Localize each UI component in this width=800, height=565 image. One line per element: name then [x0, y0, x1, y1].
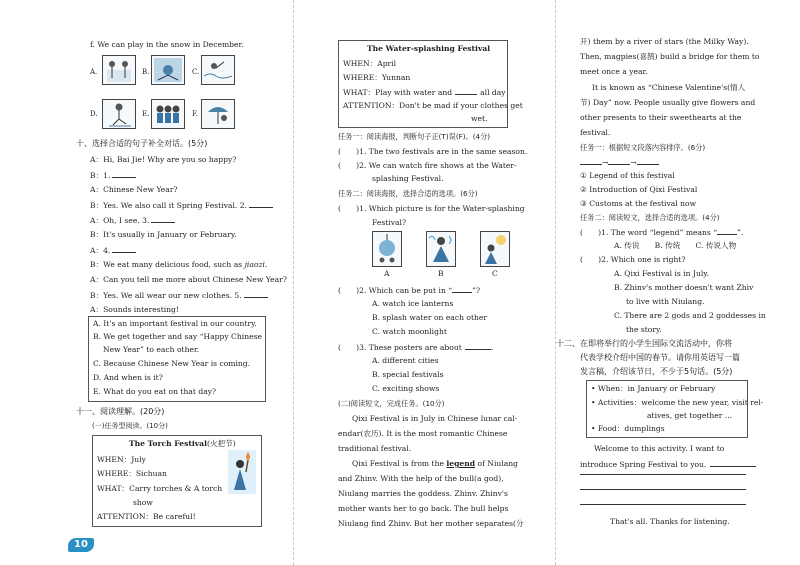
passage-line: mother wants her to go back. The bull helps [338, 504, 509, 513]
column-right [556, 0, 766, 565]
swimming-scene-icon [202, 56, 234, 84]
dialog-line: B：It's usually in January or February. [90, 230, 237, 239]
passage-line: Then, magpies(喜鹊) build a bridge for them to [580, 52, 760, 61]
dialog-text: B：Yes. We also call it Spring Festival. 2. [90, 201, 247, 210]
options-box [88, 316, 266, 402]
welcome-line-2 [580, 459, 756, 470]
passage-line: meet once a year. [580, 67, 648, 76]
picture-f [201, 99, 235, 129]
dialog-text: A：Oh, I see. 3. [90, 216, 150, 225]
fold-line-left [293, 0, 294, 565]
question-3-text: ( )3. These posters are about [338, 343, 462, 352]
q2-option-c: C. There are 2 gods and 2 goddesses in [614, 311, 766, 320]
writing-line-4[interactable] [580, 504, 746, 505]
q2-option-a: A. Qixi Festival is in July. [614, 269, 710, 278]
column-middle [338, 0, 538, 565]
order-blank-1[interactable] [580, 157, 602, 165]
pic-label-c: C [492, 269, 498, 278]
task2-title: 任务二：阅读短文，选择合适的选项。(4分) [580, 213, 720, 222]
dialog-line [90, 215, 175, 226]
torch-title [129, 439, 236, 449]
part2-title: (二)阅读短文，完成任务。(10分) [338, 399, 445, 408]
lantern-icon [373, 232, 401, 266]
tf-item-2: ( )2. We can watch fire shows at the Water- [338, 161, 517, 170]
picture-b [151, 55, 185, 85]
blank-4[interactable] [112, 245, 136, 253]
order-item-2: ② Introduction of Qixi Festival [580, 185, 698, 194]
passage-line [352, 459, 518, 469]
water-when: WHEN：April [343, 59, 397, 68]
dialog-line [90, 170, 136, 181]
section-10-title: 十、选择合适的句子补全对话。(5分) [76, 139, 208, 148]
skating-scene-icon [103, 100, 135, 128]
q2-option-b-cont: to live with Niulang. [626, 297, 705, 306]
question-2 [338, 285, 480, 296]
festival-pic-a [372, 231, 402, 267]
passage-line: other presents to their sweethearts at the [580, 113, 742, 122]
dialog-line [90, 245, 136, 256]
dialog-line: A：Sounds interesting! [90, 305, 179, 314]
q3-option-b: B. special festivals [372, 370, 444, 379]
torch-festival-poster [92, 435, 262, 527]
dialog-line: A：Can you tell me more about Chinese New Year? [90, 275, 287, 284]
question-1-cont: Festival? [372, 218, 407, 227]
q2-option-b: B. Zhinv's mother doesn't want Zhiv [614, 283, 754, 292]
passage-text: Qixi Festival is from the [352, 459, 444, 468]
task1-title: 任务一：阅读海报，判断句子正(T)误(F)。(4分) [338, 132, 491, 141]
writing-line-2[interactable] [580, 474, 746, 475]
festival-pic-b [426, 231, 456, 267]
task2-title: 任务二：阅读海报，选择合适的选项。(6分) [338, 189, 478, 198]
torch-title-cn: (火把节) [206, 439, 236, 448]
water-title: The Water-splashing Festival [367, 44, 491, 53]
water-blank[interactable] [455, 87, 477, 95]
q2-option-b: B. splash water on each other [372, 313, 488, 322]
blank-1[interactable] [112, 170, 136, 178]
blank-2[interactable] [249, 200, 273, 208]
tf-item-2-cont: splashing Festival. [372, 174, 444, 183]
order-item-1: ① Legend of this festival [580, 171, 675, 180]
q3-option-a: A. different cities [372, 356, 439, 365]
passage-line: Niulang marries the goddess. Zhinv. Zhinv's [338, 489, 508, 498]
hint-food-text: Food：dumplings [597, 424, 665, 433]
question-2-end: ”? [472, 286, 481, 295]
section-12-title-cont: 发言稿，介绍该节日，不少于5句话。(5分) [580, 367, 733, 376]
hint-activities-cont: atives, get together ... [647, 411, 733, 420]
task-reading-label: (一)任务型阅读。(10分) [92, 422, 168, 430]
water-splash-icon [427, 232, 455, 266]
order-blanks: → → [580, 157, 659, 168]
q3-option-c: C. exciting shows [372, 384, 440, 393]
pic-label-a: A [384, 269, 390, 278]
blank-5[interactable] [244, 290, 268, 298]
passage-line: Niulang find Zhinv. But her mother separates(分 [338, 519, 524, 528]
tf-item-1: ( )1. The two festivals are in the same season. [338, 147, 528, 156]
welcome-line-1: Welcome to this activity. I want to [594, 444, 725, 453]
hint-activities-text: Activities：welcome the new year, visit rel- [597, 398, 764, 407]
section-11-title: 十一、阅读理解。(20分) [76, 407, 165, 416]
pic-label-d: D. [90, 110, 98, 118]
dialog-line [90, 200, 273, 211]
passage-line: Qixi Festival is in July in Chinese lunar cal- [352, 414, 518, 423]
picture-d [102, 99, 136, 129]
section-12-title-cont: 代表学校介绍中国的春节。请你用英语写一篇 [580, 353, 740, 362]
festival-pic-c [480, 231, 510, 267]
pic-label-b: B. [142, 68, 150, 76]
water-festival-poster [338, 40, 523, 128]
water-attention-cont: wet. [471, 114, 488, 123]
q3-blank[interactable] [465, 342, 491, 350]
question-1: ( )1. Which picture is for the Water-splashing [338, 204, 525, 213]
order-blank-3[interactable] [637, 157, 659, 165]
question-1 [580, 227, 743, 238]
question-2-text: ( )2. Which can be put in “ [338, 286, 453, 295]
pic-label-c: C. [192, 68, 200, 76]
torch-when: WHEN：July [97, 455, 146, 464]
question-2: ( )2. Which one is right? [580, 255, 686, 264]
column-left [76, 0, 287, 565]
option-b: B. We get together and say “Happy Chinese [93, 332, 262, 341]
dialog-text: B：1. [90, 171, 111, 180]
water-where: WHERE：Yunnan [343, 73, 411, 82]
q2-blank[interactable] [452, 285, 472, 293]
passage-line: endar(农历). It is the most romantic Chinese [338, 429, 508, 438]
torch-what: WHAT：Carry torches & A torch [97, 484, 223, 493]
pic-label-b: B [438, 269, 444, 278]
option-e: E. What do you eat on that day? [93, 387, 217, 396]
water-what-end: all day [480, 88, 506, 97]
passage-line: festival. [580, 128, 611, 137]
q1-options: A. 传说 B. 传统 C. 传说人物 [614, 241, 737, 250]
fold-line-right [555, 0, 556, 565]
writing-line-3[interactable] [580, 489, 746, 490]
passage-text: of Niulang [477, 459, 518, 468]
option-d: D. And when is it? [93, 373, 163, 382]
passage-line: It is known as “Chinese Valentine's(情人 [592, 83, 746, 92]
torch-what-cont: show [133, 498, 153, 507]
picture-e [151, 99, 185, 129]
dialog-text: B：Yes. We all wear our new clothes. 5. [90, 291, 242, 300]
moon-viewing-icon [481, 232, 509, 266]
closing-line: That's all. Thanks for listening. [610, 517, 730, 526]
umbrella-scene-icon [202, 100, 234, 128]
pic-label-f: F. [192, 110, 198, 118]
hint-when-text: When：in January or February [597, 384, 716, 393]
option-c: C. Because Chinese New Year is coming. [93, 359, 251, 368]
passage-line: traditional festival. [338, 444, 412, 453]
children-group-icon [152, 100, 184, 128]
water-what [343, 87, 506, 98]
hint-food: • Food：dumplings [591, 424, 665, 433]
passage-line: and Zhinv. With the help of the bull(a god), [338, 474, 504, 483]
jiaozi-word: jiaozi. [244, 260, 268, 269]
pic-label-e: E. [142, 110, 150, 118]
picture-a [102, 55, 136, 85]
water-what-text: WHAT：Play with water and [343, 88, 453, 97]
order-blank-2[interactable] [608, 157, 630, 165]
dialog-line [90, 260, 267, 270]
question-1-end: ”. [737, 228, 744, 237]
picture-c [201, 55, 235, 85]
dialog-line [90, 290, 268, 301]
hint-box [586, 380, 764, 438]
option-a: A. It's an important festival in our country. [93, 319, 257, 328]
torch-girl-icon [228, 450, 256, 494]
torch-title-en: The Torch Festival [129, 439, 207, 448]
passage-line: 节) Day” now. People usually give flowers and [580, 98, 756, 107]
hint-activities: • Activities：welcome the new year, visit rel- [591, 398, 764, 407]
q2-option-a: A. watch ice lanterns [372, 299, 454, 308]
dialog-text: B：We eat many delicious food, such as [90, 260, 243, 269]
dialog-line: A：Chinese New Year? [90, 185, 178, 194]
writing-blank-1[interactable] [710, 459, 756, 467]
section-12-title: 十二、在即将举行的小学生国际交流活动中，你将 [556, 339, 732, 348]
snow-scene-icon [103, 56, 135, 84]
q2-option-c: C. watch moonlight [372, 327, 447, 336]
passage-line: 开) them by a river of stars (the Milky Way). [580, 37, 749, 46]
kite-scene-icon [152, 56, 184, 84]
hint-when: • When：in January or February [591, 384, 716, 393]
legend-word: legend [446, 459, 476, 468]
question-f: f. We can play in the snow in December. [90, 40, 244, 49]
q2-option-c-cont: the story. [626, 325, 662, 334]
task1-title: 任务一：根据短文段落内容排序。(6分) [580, 143, 706, 152]
water-attention: ATTENTION：Don't be mad if your clothes get [343, 101, 523, 110]
q1-blank[interactable] [717, 227, 737, 235]
pic-label-a: A. [90, 68, 98, 76]
dialog-text: A：4. [90, 246, 111, 255]
question-1-text: ( )1. The word “legend” means “ [580, 228, 718, 237]
torch-attention: ATTENTION：Be careful! [97, 512, 196, 521]
option-b-cont: New Year” to each other. [103, 345, 200, 354]
blank-3[interactable] [151, 215, 175, 223]
dialog-line: A：Hi, Bai Jie! Why are you so happy? [90, 155, 237, 164]
order-item-3: ③ Customs at the festival now [580, 199, 697, 208]
torch-where: WHERE：Sichuan [97, 469, 167, 478]
page-number-badge: 10 [68, 538, 94, 552]
question-3: ( )3. These posters are about . [338, 343, 494, 352]
welcome-text: introduce Spring Festival to you. [580, 460, 707, 469]
